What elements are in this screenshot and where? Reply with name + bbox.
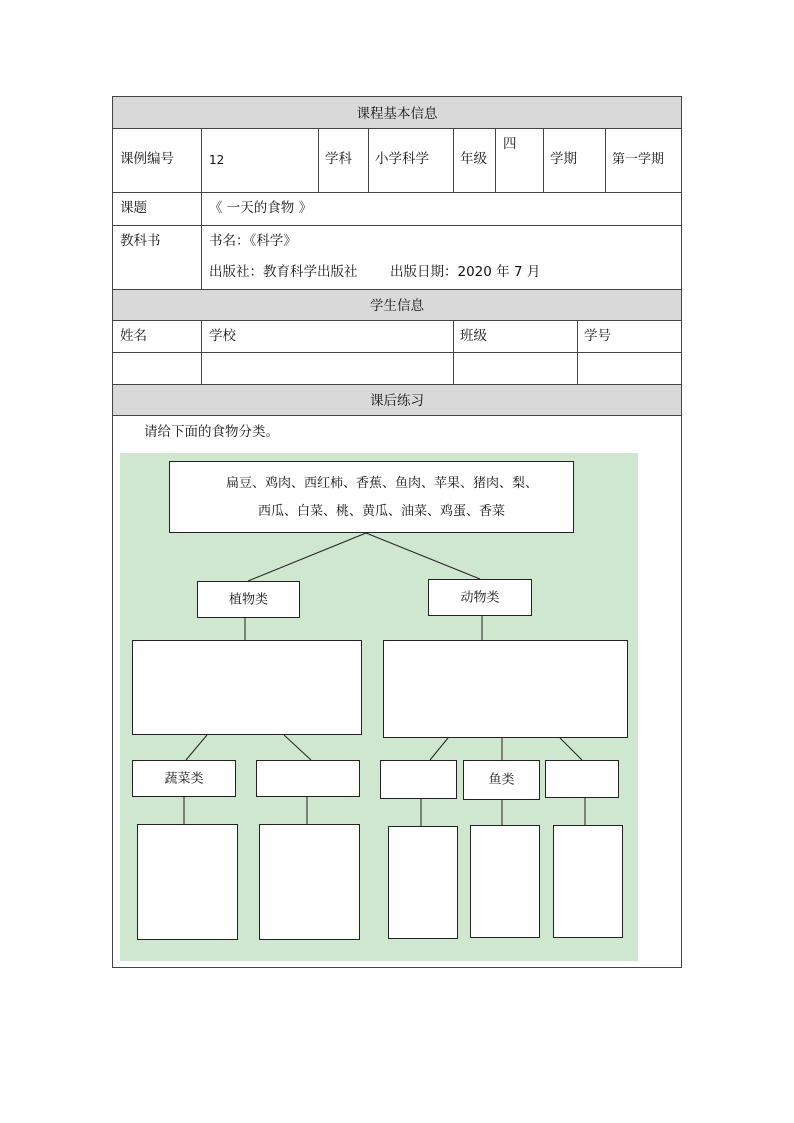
vegetables-answer-box[interactable] (137, 824, 238, 940)
plant-sub-answer-box[interactable] (259, 824, 360, 940)
publish-date: 出版日期：2020 年 7 月 (390, 264, 541, 280)
divider (113, 192, 681, 193)
student-no-field[interactable] (578, 353, 680, 383)
divider (453, 128, 454, 192)
term-label: 学期 (550, 151, 577, 167)
divider (543, 128, 544, 192)
class-label: 班级 (460, 328, 487, 344)
fish-box (463, 760, 540, 800)
animals-box (428, 579, 532, 616)
fish-answer-box[interactable] (470, 825, 540, 938)
student-no-label: 学号 (584, 328, 611, 344)
fish-label: 鱼类 (488, 772, 515, 788)
course-id-label: 课例编号 (120, 151, 174, 167)
class-field[interactable] (454, 353, 576, 383)
animal-sub-answer-box-1[interactable] (388, 826, 458, 939)
plant-subcategory-blank-box[interactable] (256, 760, 360, 797)
student-info-header-text: 学生信息 (370, 298, 424, 314)
subject-label: 学科 (325, 151, 352, 167)
book-name: 书名：《科学》 (209, 233, 297, 249)
animal-sub-answer-box-2[interactable] (553, 825, 623, 938)
food-list-line2: 西瓜、白菜、桃、黄瓜、油菜、鸡蛋、香菜 (258, 504, 506, 519)
student-info-header (113, 290, 681, 320)
divider (495, 128, 496, 192)
food-list-line1: 扁豆、鸡肉、西红柿、香蕉、鱼肉、苹果、猪肉、梨、 (226, 476, 539, 491)
divider (113, 320, 681, 321)
divider (605, 128, 606, 192)
term-value: 第一学期 (612, 152, 665, 167)
exercise-header-text: 课后练习 (370, 393, 424, 409)
school-label: 学校 (209, 328, 236, 344)
animals-label: 动物类 (460, 590, 500, 605)
course-info-header (113, 97, 681, 128)
divider (113, 225, 681, 226)
animal-subcategory-blank-box-1[interactable] (380, 760, 457, 799)
topic-value: 《 一天的食物 》 (209, 200, 313, 216)
publisher: 出版社：教育科学出版社 (209, 264, 358, 280)
subject-value: 小学科学 (375, 151, 429, 167)
textbook-label: 教科书 (120, 233, 161, 249)
grade-label: 年级 (460, 151, 487, 167)
vegetables-box (132, 760, 236, 797)
animals-answer-box[interactable] (383, 640, 628, 738)
divider (201, 192, 202, 289)
plants-answer-box[interactable] (132, 640, 362, 735)
school-field[interactable] (202, 353, 452, 383)
exercise-header (113, 385, 681, 415)
name-field[interactable] (114, 353, 200, 383)
topic-label: 课题 (120, 200, 147, 216)
divider (201, 128, 202, 192)
course-id-value: 12 (209, 153, 225, 167)
animal-subcategory-blank-box-2[interactable] (545, 760, 619, 798)
plants-label: 植物类 (228, 592, 268, 607)
grade-value: 四 (503, 136, 517, 152)
name-label: 姓名 (120, 328, 147, 344)
vegetables-label: 蔬菜类 (164, 771, 204, 786)
divider (113, 128, 681, 129)
divider (318, 128, 319, 192)
food-list-box (169, 461, 574, 533)
plants-box (197, 581, 300, 618)
divider (368, 128, 369, 192)
exercise-instruction: 请给下面的食物分类。 (144, 424, 279, 440)
divider (113, 415, 681, 416)
course-info-header-text: 课程基本信息 (356, 106, 438, 122)
